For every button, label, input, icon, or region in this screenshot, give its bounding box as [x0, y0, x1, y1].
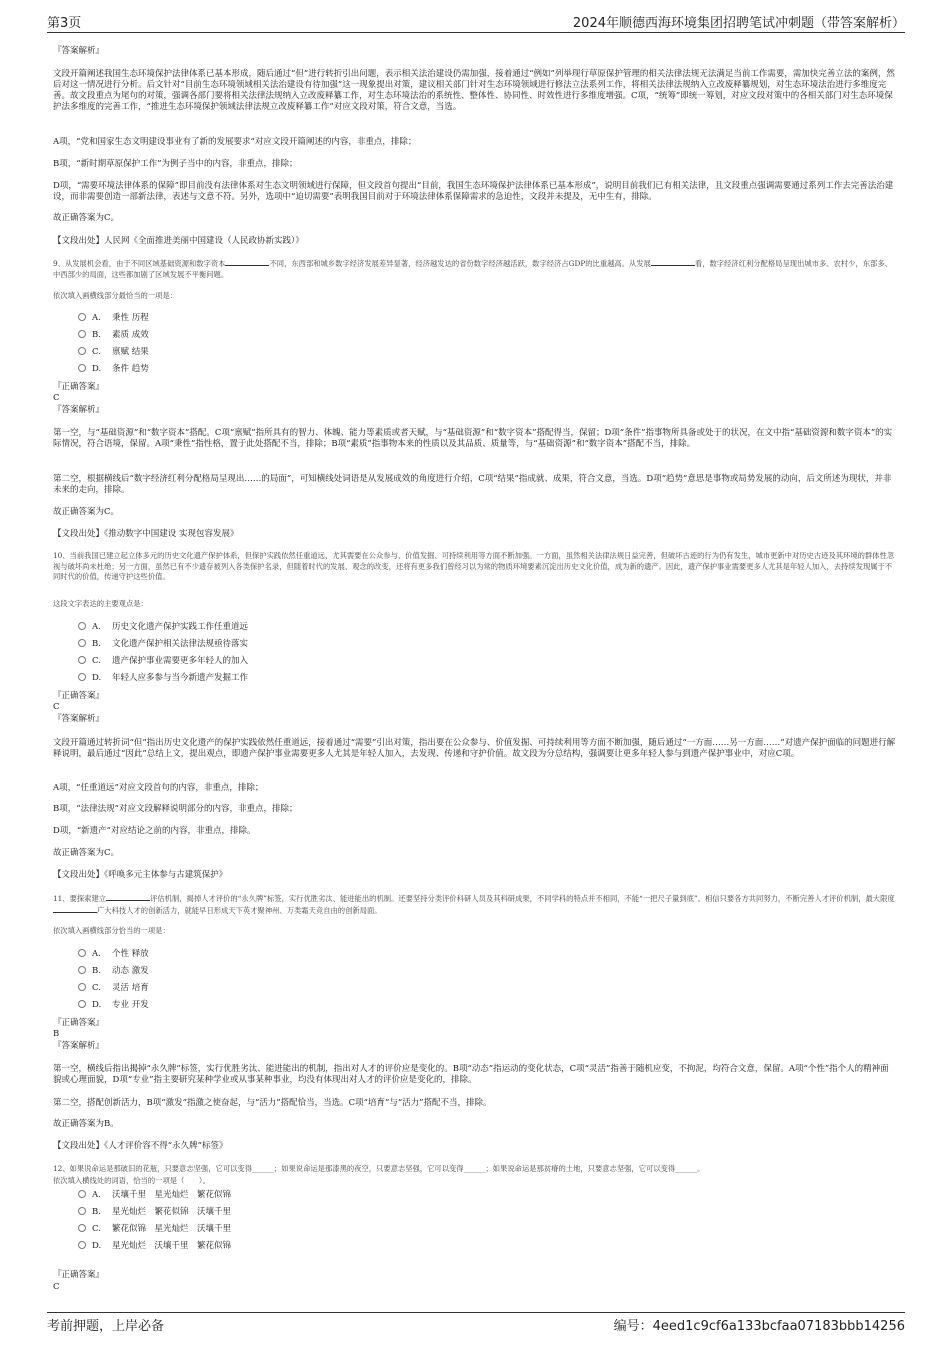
q12-answer: C: [53, 1282, 60, 1292]
q12-answer-label: 『正确答案』: [53, 1270, 105, 1280]
q8-option-d-analysis: D项，“需要环境法律体系的保障”即目前没有法律体系对生态文明领域进行保障，但文段首句提出“目前，我国生态环境保护法律体系已基本形成”，说明目前我们已有相关法律，且文段重点强调需要通过系列工作去完善法治建设，而非需要创造一部新法律，表述与文意不符。另外，选项中“迫切需要”表明我国目前对于环境法律体系保障需求的急迫性，文段并未提及，无中生有，排除。: [53, 181, 894, 202]
q11-stem: 11、要探索建立 评估机制，揭掉人才评价的“永久牌”标签，实行优胜劣汰、能进能出的机制。还要坚持分类评价科研人员及其科研成果，不同学科的特点并不相同，不能“一把尺子量到底”。相信只要各方共同努力，不断完善人才评价机制，最大限度广大科技人才的创新活力，就能早日形成天下英才聚神州、万类霜天竞自由的创新局面。: [53, 894, 895, 915]
q8-conclusion: 故正确答案为C。: [53, 213, 120, 223]
q8-option-b-analysis: B项，“新时期草原保护工作”为例子当中的内容，非重点，排除；: [53, 159, 298, 169]
q12-prompt: 依次填入横线处的词语，恰当的一项是（ ）。: [53, 1176, 210, 1185]
radio-icon[interactable]: [78, 347, 86, 355]
q12-option-b[interactable]: B. 星光灿烂 繁花似锦 沃壤千里: [78, 1207, 231, 1218]
q10-conclusion: 故正确答案为C。: [53, 848, 120, 858]
q9-option-a[interactable]: A. 秉性 历程: [78, 313, 149, 324]
q8-analysis-label: 『答案解析』: [53, 46, 105, 56]
q9-prompt: 依次填入画横线部分最恰当的一项是：: [53, 291, 178, 300]
q11-prompt: 依次填入画横线部分恰当的一项是：: [53, 926, 170, 935]
radio-icon[interactable]: [78, 1207, 86, 1215]
page-number: 第3页: [47, 16, 82, 31]
document-code: 编号：4eed1c9cf6a133bcfaa07183bbb14256: [613, 1319, 905, 1334]
q9-stem: 9、从发展机会看，由于不同区域基础资源和数字资本 不同，东西部和城乡数字经济发展差异显著，经济越发达的省份数字经济越活跃，数字经济占GDP的比重越高。从发展 看，数字经济红利分配格局呈现出城市多、农村少，东部多、中西部少的局面，这些都加剧了区域发展不平衡问题。: [53, 259, 892, 279]
q9-answer: C: [53, 393, 60, 403]
radio-icon[interactable]: [78, 1000, 86, 1008]
q10-option-c[interactable]: C. 遗产保护事业需要更多年轻人的加入: [78, 656, 248, 667]
q11-analysis-label: 『答案解析』: [53, 1041, 105, 1051]
q10-analysis-label: 『答案解析』: [53, 714, 105, 724]
q9-source: 【文段出处】《推动数字中国建设 实现包容发展》: [53, 529, 239, 539]
q11-source: 【文段出处】《人才评价容不得“永久牌”标签》: [53, 1141, 228, 1151]
radio-icon[interactable]: [78, 656, 86, 664]
q8-analysis: 文段开篇阐述我国生态环境保护法律体系已基本形成，随后通过“但”进行转折引出问题，表示相关法治建设仍需加强，接着通过“例如”列举现行草原保护管理的相关法律法规无法满足当前工作需要，需加快完善立法的案例，然后对这一情况进行分析。后文针对“目前生态环境领域相关法治建设有待加强”这一现象提出对策，建议相关部门针对生态环境领域进行修法立法系列工作，将相关法律法规纳入立改废释纂规划，对生态环境法治进行多维度完善。故文段重点为尾句的对策，强调各部门要将相关法律法规纳入立改废释纂工作，对生态环境法治的系统性、整体性、协同性、时效性进行多维度增强。C项，“统筹”即统一筹划，对应文段对策中的各相关部门对生态环境保护法多维度的完善工作，“推进生态环境保护领域法律法规立改废释纂工作”对应文段对策，符合文意，当选。: [53, 69, 895, 112]
page-footer: [47, 1312, 905, 1343]
radio-icon[interactable]: [78, 983, 86, 991]
q12-option-c[interactable]: C. 繁花似锦 星光灿烂 沃壤千里: [78, 1224, 231, 1235]
radio-icon[interactable]: [78, 364, 86, 372]
q10-stem: 10、当前我国已建立起立体多元的历史文化遗产保护体系，但保护实践依然任重道远，尤其需要在公众参与、价值发掘、可持续利用等方面不断加强。一方面，虽然相关法律法规日益完善，但破坏古迹的行为仍有发生，城市更新中对历史古迹及其环境的群体性忽视与破坏尚未杜绝；另一方面，虽然已有不少遗存被列入各类保护名录，但随着时代的发展、观念的改变，还将有更多我们曾经习以为常的物质环境要素沉淀出历史文化价值，成为新的遗产。因此，遗产保护事业需要更多人尤其是年轻人加入，去持续发现属于不同时代的价值，传递守护这些价值。: [53, 551, 895, 581]
radio-icon[interactable]: [78, 1224, 86, 1232]
fill-blank: [651, 258, 695, 266]
q10-option-b-analysis: B项，“法律法规”对应文段解释说明部分的内容，非重点，排除；: [53, 804, 298, 814]
q11-option-b[interactable]: B. 动态 激发: [78, 966, 149, 977]
q11-analysis-1: 第一空，横线后指出揭掉“永久牌”标签，实行优胜劣汰、能进能出的机制，指出对人才的评价应是变化的。B项“动态”指运动的变化状态，C项“灵活”指善于随机应变，不拘泥，均符合文意，保留。A项“个性”指个人的精神面貌或心理面貌，D项“专业”指主要研究某种学业或从事某种事业，均没有体现出对人才的评价应是变化的，排除。: [53, 1064, 889, 1085]
radio-icon[interactable]: [78, 639, 86, 647]
radio-icon[interactable]: [78, 1190, 86, 1198]
q11-option-c[interactable]: C. 灵活 培育: [78, 983, 149, 994]
q9-answer-label: 『正确答案』: [53, 382, 105, 392]
q8-option-a-analysis: A项，“党和国家生态文明建设事业有了新的发展要求”对应文段开篇阐述的内容，非重点，排除；: [53, 137, 417, 147]
radio-icon[interactable]: [78, 949, 86, 957]
q10-analysis: 文段开篇通过转折词“但”指出历史文化遗产的保护实践依然任重道远，接着通过“需要”引出对策，指出要在公众参与、价值发掘、可持续利用等方面不断加强，随后通过“一方面……另一方面……”对遗产保护面临的问题进行解释说明，最后通过“因此”总结上文，提出观点，即遗产保护事业需要更多人尤其是年轻人加入，去发现、传递和守护价值。故文段为分总结构，强调要让更多年轻人参与到遗产保护事业中，对应C项。: [53, 738, 896, 759]
q11-conclusion: 故正确答案为B。: [53, 1119, 119, 1129]
q11-answer: B: [53, 1029, 60, 1039]
q9-conclusion: 故正确答案为C。: [53, 507, 120, 517]
radio-icon[interactable]: [78, 1241, 86, 1249]
radio-icon[interactable]: [78, 966, 86, 974]
q10-prompt: 这段文字表达的主要观点是：: [53, 599, 148, 608]
q11-answer-label: 『正确答案』: [53, 1018, 105, 1028]
q10-option-d-analysis: D项，“新遗产”对应结论之前的内容，非重点，排除。: [53, 826, 256, 836]
q10-answer: C: [53, 702, 60, 712]
q10-option-a[interactable]: A. 历史文化遗产保护实践工作任重道远: [78, 622, 248, 633]
q11-analysis-2: 第二空，搭配创新活力，B项“激发”指激之使奋起，与“活力”搭配恰当，当选。C项“培育”与“活力”搭配不当，排除。: [53, 1098, 492, 1108]
q9-analysis-1: 第一空，与“基础资源”和“数字资本”搭配。C项“禀赋”指所具有的智力、体魄、能力等素质或者天赋，与“基础资源”和“数字资本”搭配得当，保留；D项“条件”指事物所具备或处于的状况，在文中指“基础资源和数字资本”的实际情况，符合语境，保留。A项“秉性”指性格，置于此处搭配不当，排除；B项“素质”指事物本来的性质以及其品质、质量等，与“基础资源”和“数字资本”搭配不当，排除。: [53, 428, 893, 449]
document-title: 2024年顺德西海环境集团招聘笔试冲刺题（带答案解析）: [572, 16, 905, 31]
radio-icon[interactable]: [78, 330, 86, 338]
q10-option-b[interactable]: B. 文化遗产保护相关法律法规亟待落实: [78, 639, 248, 650]
q12-stem: 12、如果说命运是那破旧的花瓶，只要意志坚强，它可以变得______；如果说命运是那漆黑的夜空，只要意志坚强，它可以变得______；如果说命运是那贫瘠的土地，只要意志坚强，它可以变得______。: [53, 1164, 705, 1173]
q9-analysis-2: 第二空，根据横线后“数字经济红利分配格局呈现出……的局面”，可知横线处词语是从发展成效的角度进行介绍，C项“结果”指成就、成果，符合文意，当选。D项“趋势”意思是事物或局势发展的动向，后文所述为现状，并非未来的走向，排除。: [53, 474, 892, 495]
fill-blank: [53, 905, 97, 913]
q9-option-b[interactable]: B. 素质 成效: [78, 330, 149, 341]
radio-icon[interactable]: [78, 622, 86, 630]
page-header: [47, 10, 905, 33]
radio-icon[interactable]: [78, 673, 86, 681]
fill-blank: [106, 893, 150, 901]
q9-option-c[interactable]: C. 禀赋 结果: [78, 347, 149, 358]
fill-blank: [225, 258, 269, 266]
q8-source: 【文段出处】人民网《全面推进美丽中国建设（人民政协新实践）》: [53, 236, 304, 246]
radio-icon[interactable]: [78, 313, 86, 321]
q12-option-d[interactable]: D. 星光灿烂 沃壤千里 繁花似锦: [78, 1241, 231, 1252]
q12-option-a[interactable]: A. 沃壤千里 星光灿烂 繁花似锦: [78, 1190, 231, 1201]
q9-analysis-label: 『答案解析』: [53, 405, 105, 415]
footer-slogan: 考前押题，上岸必备: [47, 1319, 165, 1334]
q10-option-a-analysis: A项，“任重道远”对应文段首句的内容，非重点，排除；: [53, 783, 264, 793]
q11-option-d[interactable]: D. 专业 开发: [78, 1000, 149, 1011]
q11-option-a[interactable]: A. 个性 释放: [78, 949, 149, 960]
q10-answer-label: 『正确答案』: [53, 691, 105, 701]
q9-option-d[interactable]: D. 条件 趋势: [78, 364, 149, 375]
q10-source: 【文段出处】《呼唤多元主体参与古建筑保护》: [53, 870, 228, 880]
q10-option-d[interactable]: D. 年轻人应多参与当今新遗产发掘工作: [78, 673, 248, 684]
